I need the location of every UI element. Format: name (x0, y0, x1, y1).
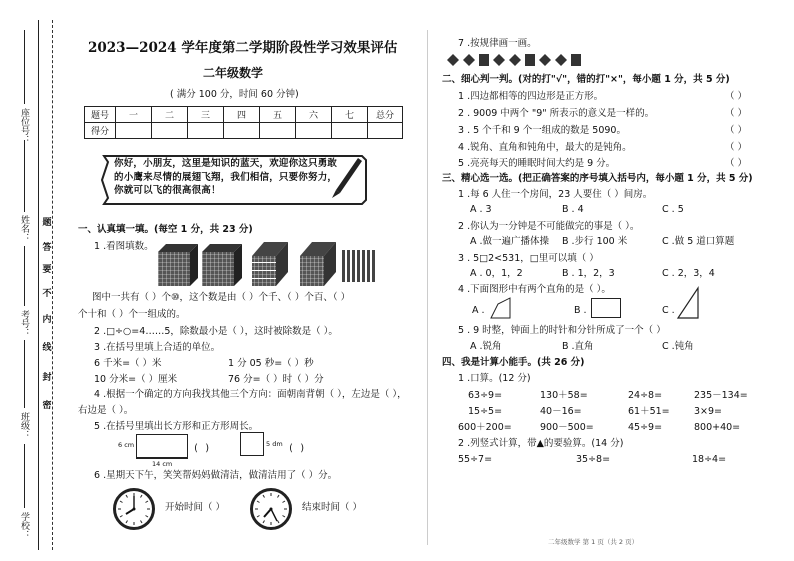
seal-char: 不 (42, 289, 52, 299)
oral-calc-item: 15÷5= (468, 406, 503, 417)
seal-char: 要 (42, 265, 52, 275)
choice-option[interactable]: C . 5 (662, 204, 684, 215)
vertical-calc-title: 2 .列竖式计算，带▲的要验算。(14 分) (458, 438, 624, 449)
rectangle-shape (136, 434, 188, 458)
rect-width-label: 14 cm (152, 460, 173, 468)
school-label: 学校： (19, 512, 29, 539)
score-col: 三 (188, 107, 224, 123)
name-label: 姓名： (19, 215, 29, 242)
score-cell[interactable] (260, 123, 296, 139)
score-col: 总分 (368, 107, 403, 123)
thousand-cube (202, 244, 242, 286)
encouragement-text: 你好，小朋友，这里是知识的蓝天，欢迎你这只勇敢的小鹰来尽情的展翅飞翔，我们相信，只要你努力，你就可以飞的很高很高！ (114, 158, 338, 196)
ten-rods (342, 250, 375, 282)
score-col: 七 (332, 107, 368, 123)
score-row-label: 题号 (85, 107, 116, 123)
judge-item: 3 . 5 个千和 9 个一组成的数是 5090。 (458, 125, 626, 136)
vertical-calc-item: 55÷7= (458, 454, 493, 465)
q1-3-item: 10 分米=（ ）厘米 (94, 374, 178, 385)
rectangle-option-shape (591, 298, 621, 318)
judge-item: 4 .锐角、直角和钝角中，最大的是钝角。 (458, 142, 632, 153)
score-cell[interactable] (368, 123, 403, 139)
choice-option[interactable]: B .步行 100 米 (562, 236, 628, 247)
hundred-flats (300, 242, 336, 286)
oral-calc-item: 600＋200= (458, 422, 512, 433)
vertical-calc-item: 35÷8= (576, 454, 611, 465)
class-label: 班级： (19, 412, 29, 439)
choice-option[interactable]: B . 1，2，3 (562, 268, 615, 279)
judge-answer[interactable]: （ ） (725, 108, 748, 119)
seal-char: 密 (42, 401, 52, 411)
right-triangle-shape (676, 286, 702, 320)
seal-char: 内 (42, 315, 52, 325)
score-col: 六 (296, 107, 332, 123)
choice-q2: 2 .你认为一分钟是不可能做完的事是（ ）。 (458, 221, 640, 232)
q1-4-b: 右边是（ ）。 (78, 405, 134, 416)
choice-option[interactable]: B . (574, 305, 587, 316)
choice-q4: 4 .下面图形中有两个直角的是（ ）。 (458, 284, 611, 295)
choice-option[interactable]: A .做一遍广播体操 (470, 236, 550, 247)
score-cell[interactable] (152, 123, 188, 139)
q1-1: 1 .看图填数。 (94, 241, 154, 252)
choice-option[interactable]: B . 4 (562, 204, 584, 215)
exam-no-label: 考号： (19, 310, 29, 337)
score-row-label: 得分 (85, 123, 116, 139)
square-shape (240, 432, 264, 456)
judge-answer[interactable]: （ ） (725, 142, 748, 153)
oral-calc-item: 235－134= (694, 390, 748, 401)
seal-line (38, 20, 39, 550)
encouragement-box (100, 150, 372, 206)
q1-3-item: 1 分 05 秒=（ ）秒 (228, 358, 314, 369)
page-footer: 二年级数学 第 1 页（共 2 页） (548, 538, 639, 546)
end-time-label: 结束时间（ ） (302, 502, 363, 513)
q1-1-text-a: 图中一共有（ ）个⑩，这个数是由（ ）个千、（ ）个百、（ ） (92, 292, 351, 303)
choice-option[interactable]: C . 2，3，4 (662, 268, 715, 279)
score-cell[interactable] (188, 123, 224, 139)
vertical-calc-item: 18÷4= (692, 454, 727, 465)
oral-calc-item: 61＋51= (628, 406, 670, 417)
q1-7: 7 .按规律画一画。 (458, 38, 537, 49)
q1-1-text-b: 个十和（ ）个一组成的。 (78, 309, 186, 320)
seal-char: 题 (42, 218, 52, 228)
rect-answer[interactable]: ( ) (193, 443, 211, 454)
rect-height-label: 6 cm (118, 441, 135, 449)
oral-calc-item: 900－500= (540, 422, 594, 433)
exam-info: ( 满分 100 分，时间 60 分钟) (170, 89, 299, 100)
choice-q3: 3 . 5□2<531，□里可以填（ ） (458, 253, 599, 264)
binding-strip (0, 0, 58, 561)
q1-3-item: 76 分=（ ）时（ ）分 (228, 374, 324, 385)
exam-subject: 二年级数学 (203, 66, 264, 80)
judge-answer[interactable]: （ ） (725, 91, 748, 102)
oral-calc-title: 1 .口算。(12 分) (458, 373, 531, 384)
section1-heading: 一、认真填一填。(每空 1 分，共 23 分) (78, 224, 253, 235)
q1-6: 6 .星期天下午，笑笑帮妈妈做清洁，做清洁用了（ ）分。 (94, 470, 338, 481)
score-col: 一 (116, 107, 152, 123)
cut-line (52, 20, 53, 550)
oral-calc-item: 3×9= (694, 406, 723, 417)
column-divider (427, 30, 428, 545)
choice-option[interactable]: C . (662, 305, 675, 316)
exam-title: 2023—2024 学年度第二学期阶段性学习效果评估 (88, 40, 398, 56)
judge-item: 5 .亮亮每天的睡眠时间大约是 9 分。 (458, 158, 616, 169)
thousand-cube (158, 244, 198, 286)
trapezoid-shape (488, 296, 514, 322)
seat-label: 座位号： (19, 108, 29, 144)
score-col: 二 (152, 107, 188, 123)
choice-option[interactable]: A . 0，1，2 (470, 268, 523, 279)
choice-q1: 1 .每 6 人住一个房间，23 人要住（ ）间房。 (458, 189, 653, 200)
place-value-blocks (150, 238, 380, 290)
section3-heading: 三、精心选一选。(把正确答案的序号填入括号内，每小题 1 分，共 5 分) (442, 173, 753, 184)
choice-option[interactable]: A .锐角 (470, 341, 502, 352)
square-side-label: 5 dm (266, 440, 283, 448)
score-cell[interactable] (332, 123, 368, 139)
choice-q5: 5 . 9 时整，钟面上的时针和分针所成了一个（ ） (458, 325, 666, 336)
q1-2: 2 .□÷○=4……5，除数最小是（ ），这时被除数是（ ）。 (94, 326, 338, 337)
pattern-sequence (445, 52, 613, 68)
square-answer[interactable]: ( ) (288, 443, 306, 454)
judge-item: 1 .四边都相等的四边形是正方形。 (458, 91, 604, 102)
judge-answer[interactable]: （ ） (725, 158, 748, 169)
oral-calc-item: 130＋58= (540, 390, 588, 401)
choice-option[interactable]: A . 3 (470, 204, 492, 215)
choice-option[interactable]: A . (472, 305, 485, 316)
seal-char: 封 (42, 373, 52, 383)
choice-option[interactable]: C .钝角 (662, 341, 694, 352)
seal-char: 线 (42, 343, 52, 353)
section4-heading: 四、我是计算小能手。(共 26 分) (442, 357, 585, 368)
q1-4-a: 4 .根据一个确定的方向我找其他三个方向：面朝南背朝（ ），左边是（ ）， (94, 389, 407, 400)
score-cell[interactable] (224, 123, 260, 139)
q1-5: 5 .在括号里填出长方形和正方形周长。 (94, 421, 259, 432)
choice-option[interactable]: B .直角 (562, 341, 594, 352)
score-cell[interactable] (296, 123, 332, 139)
oral-calc-item: 63÷9= (468, 390, 503, 401)
score-col: 四 (224, 107, 260, 123)
judge-answer[interactable]: （ ） (725, 125, 748, 136)
score-table (84, 106, 403, 139)
oral-calc-item: 40－16= (540, 406, 582, 417)
seal-char: 答 (42, 243, 52, 253)
oral-calc-item: 24÷8= (628, 390, 663, 401)
section2-heading: 二、细心判一判。(对的打"√"，错的打"×"，每小题 1 分，共 5 分) (442, 74, 730, 85)
judge-item: 2 . 9009 中两个 "9" 所表示的意义是一样的。 (458, 108, 655, 119)
choice-option[interactable]: C .做 5 道口算题 (662, 236, 735, 247)
end-clock (250, 488, 292, 530)
start-time-label: 开始时间（ ） (165, 502, 226, 513)
q1-3: 3 .在括号里填上合适的单位。 (94, 342, 221, 353)
oral-calc-item: 800+40= (694, 422, 741, 433)
q1-3-item: 6 千米=（ ）米 (94, 358, 162, 369)
score-col: 五 (260, 107, 296, 123)
hundred-flats (252, 242, 288, 286)
start-clock (113, 488, 155, 530)
score-cell[interactable] (116, 123, 152, 139)
oral-calc-item: 45÷9= (628, 422, 663, 433)
